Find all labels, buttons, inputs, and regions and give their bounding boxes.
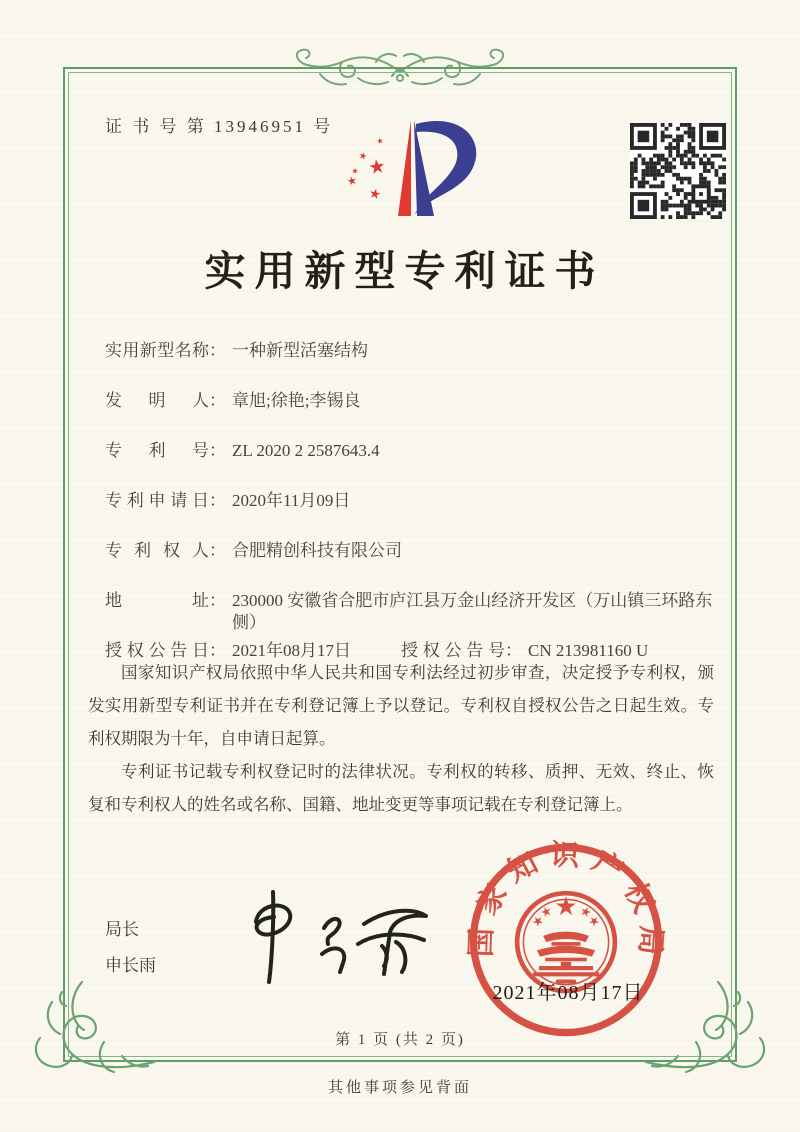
officer-block bbox=[105, 912, 156, 984]
cnipa-logo bbox=[332, 104, 490, 238]
field-name bbox=[105, 340, 715, 362]
officer-name: 申长雨 bbox=[105, 956, 156, 975]
field-colon: ： bbox=[209, 591, 226, 610]
field-value: 230000 安徽省合肥市庐江县万金山经济开发区（万山镇三环路东侧） bbox=[232, 591, 713, 632]
field-colon: ： bbox=[505, 641, 522, 660]
field-address bbox=[105, 590, 715, 634]
legal-paragraph-2: 专利证书记载专利权登记时的法律状况。专利权的转移、质押、无效、终止、恢复和专利权人的姓名或名称、国籍、地址变更等事项记载在专利登记簿上。 bbox=[88, 762, 714, 814]
field-colon: ： bbox=[209, 391, 226, 410]
field-patentee bbox=[105, 540, 715, 562]
field-inventor bbox=[105, 390, 715, 412]
field-colon: ： bbox=[209, 341, 226, 360]
field-filing-date bbox=[105, 490, 715, 512]
field-label: 专利号 bbox=[105, 441, 209, 460]
field-label: 专利申请日 bbox=[105, 491, 209, 510]
field-list bbox=[105, 340, 715, 690]
field-value: 2020年11月09日 bbox=[232, 491, 351, 510]
field-label: 发明人 bbox=[105, 391, 209, 410]
field-value: CN 213981160 U bbox=[528, 641, 649, 660]
qr-code bbox=[630, 123, 726, 219]
field-colon: ： bbox=[209, 641, 226, 660]
field-value: 章旭;徐艳;李锡良 bbox=[232, 391, 361, 410]
field-label: 地址 bbox=[105, 591, 209, 610]
legal-paragraph-1: 国家知识产权局依照中华人民共和国专利法经过初步审查，决定授予专利权，颁发实用新型专利证书并在专利登记簿上予以登记。专利权自授权公告之日起生效。专利权期限为十年，自申请日起算。 bbox=[88, 663, 714, 748]
field-patent-no bbox=[105, 440, 715, 462]
field-colon: ： bbox=[209, 491, 226, 510]
field-value: 合肥精创科技有限公司 bbox=[232, 541, 402, 560]
seal-text: 国家知识产权局 bbox=[465, 839, 667, 967]
field-colon: ： bbox=[209, 441, 226, 460]
signature-handwriting bbox=[228, 878, 438, 993]
field-label: 实用新型名称 bbox=[105, 341, 209, 360]
field-colon: ： bbox=[209, 541, 226, 560]
back-note: 其他事项参见背面 bbox=[327, 1080, 472, 1096]
officer-title: 局长 bbox=[105, 920, 139, 939]
legal-text bbox=[88, 656, 714, 821]
field-label: 授权公告号 bbox=[401, 641, 505, 660]
field-value: 2021年08月17日 bbox=[232, 641, 351, 660]
seal-date: 2021年08月17日 bbox=[492, 982, 644, 1004]
page-number: 第 1 页 (共 2 页) bbox=[335, 1032, 465, 1048]
field-value: ZL 2020 2 2587643.4 bbox=[232, 441, 380, 460]
certificate-title: 实用新型专利证书 bbox=[204, 248, 605, 294]
field-value: 一种新型活塞结构 bbox=[232, 341, 368, 360]
certificate-number: 证 书 号 第 13946951 号 bbox=[105, 117, 334, 136]
field-label: 专利权人 bbox=[105, 541, 209, 560]
field-label: 授权公告日 bbox=[105, 641, 209, 660]
official-seal bbox=[462, 836, 670, 1044]
